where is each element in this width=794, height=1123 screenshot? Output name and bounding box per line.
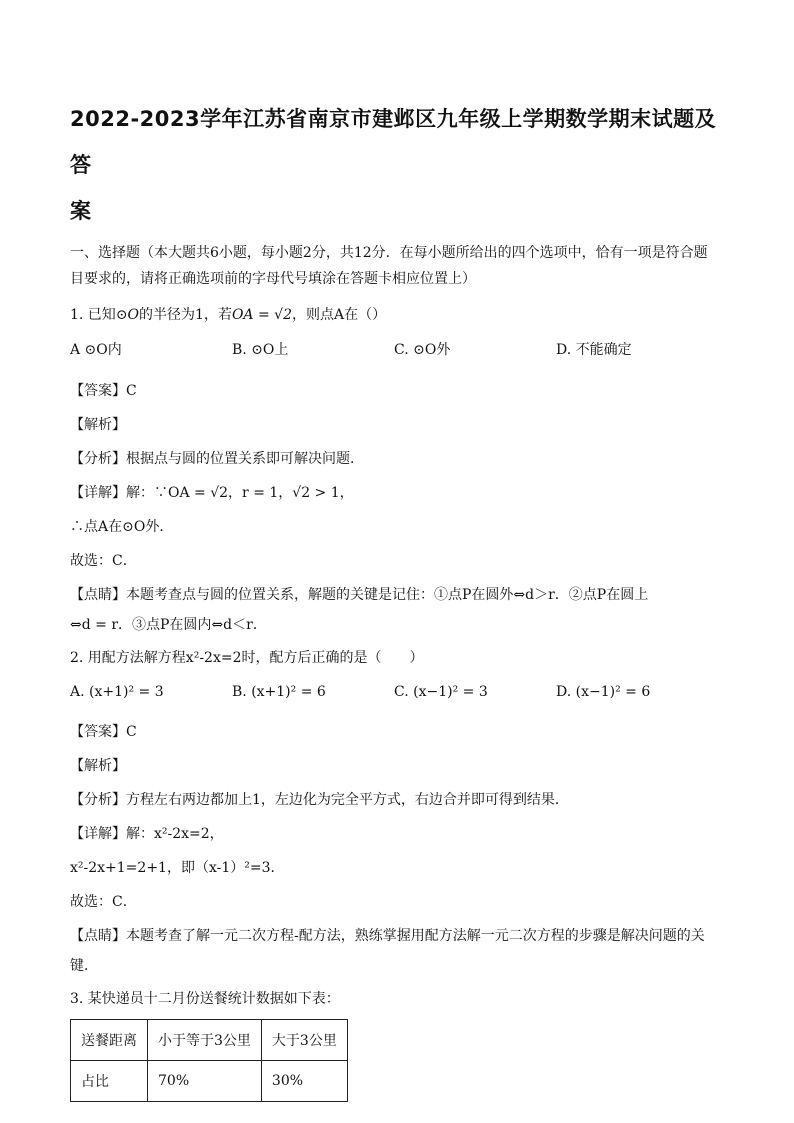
table-header-cell: 送餐距离 — [71, 1020, 148, 1061]
q2-xiangjie-tag: 【详解】 — [70, 826, 126, 842]
table-cell: 占比 — [71, 1061, 148, 1102]
q2-dianjing-text1: 本题考查了解一元二次方程-配方法，熟练掌握用配方法解一元二次方程的步骤是解决问题的关 — [126, 928, 705, 944]
q1-fenxi — [70, 449, 730, 469]
question-2-options — [70, 680, 730, 704]
q2-fenxi — [70, 790, 730, 810]
q1-select: 故选：C． — [70, 553, 137, 569]
q2-option-c[interactable]: C. (x−1)² = 3 — [394, 684, 488, 700]
q2-option-d[interactable]: D. (x−1)² = 6 — [556, 684, 651, 700]
q1-stem-c: 的半径为1，若 — [139, 307, 232, 323]
question-1-stem — [70, 305, 730, 325]
q2-analysis-tag: 【解析】 — [70, 758, 126, 774]
q1-dianjing — [70, 585, 730, 605]
q2-step: x²-2x+1=2+1，即（x-1）²=3． — [70, 860, 285, 876]
q2-select: 故选：C． — [70, 894, 137, 910]
q1-xiangjie-tag: 【详解】 — [70, 485, 126, 501]
q2-fenxi-tag: 【分析】 — [70, 792, 126, 808]
question-3 — [70, 989, 730, 1102]
table-header-cell: 大于3公里 — [261, 1020, 347, 1061]
question-1-options — [70, 337, 730, 361]
q1-option-d[interactable]: D. 不能确定 — [556, 342, 632, 358]
q2-answer — [70, 722, 730, 742]
question-3-stem: 3. 某快递员十二月份送餐统计数据如下表： — [70, 991, 340, 1007]
q1-xiangjie-text: 解：∵OA = √2，r = 1，√2 > 1， — [126, 485, 354, 501]
q1-stem-a: 1. 已知 — [70, 307, 116, 323]
q1-conclusion: ∴点A在⊙O外． — [70, 519, 174, 535]
delivery-table — [70, 1019, 348, 1102]
q1-answer — [70, 381, 730, 401]
q2-dianjing-line2: 键． — [70, 958, 98, 974]
section-heading-line1: 一、选择题（本大题共6小题，每小题2分，共12分．在每小题所给出的四个选项中，恰有一项是符合题 — [70, 245, 708, 261]
document-page — [70, 96, 730, 1102]
q1-option-b[interactable]: B. ⊙O上 — [232, 342, 289, 358]
doc-title — [70, 96, 730, 234]
q1-fenxi-tag: 【分析】 — [70, 451, 126, 467]
q1-circle-symbol: ⊙O — [115, 307, 140, 323]
doc-title-line1: 2022-2023学年江苏省南京市建邺区九年级上学期数学期末试题及答 — [70, 107, 717, 177]
q1-analysis-tag: 【解析】 — [70, 417, 126, 433]
q1-oa-formula: OA = √2 — [231, 307, 292, 323]
question-2-stem: 2. 用配方法解方程x²-2x=2时，配方后正确的是（ ） — [70, 650, 424, 666]
q1-dianjing-tag: 【点睛】 — [70, 587, 126, 603]
table-header-cell: 小于等于3公里 — [148, 1020, 262, 1061]
table-row — [71, 1020, 348, 1061]
q1-option-c[interactable]: C. ⊙O外 — [394, 342, 451, 358]
question-2 — [70, 648, 730, 976]
doc-title-line2: 案 — [70, 199, 92, 223]
q2-answer-value: C — [126, 724, 137, 740]
q2-dianjing-tag: 【点睛】 — [70, 928, 126, 944]
table-cell: 30% — [261, 1061, 347, 1102]
q2-xiangjie-text: 解：x²-2x=2， — [126, 826, 224, 842]
section-heading-line2: 目要求的，请将正确选项前的字母代号填涂在答题卡相应位置上） — [70, 271, 476, 287]
q1-dianjing-line2: ⇔d = r．③点P在圆内⇔d＜r． — [70, 617, 267, 633]
q2-xiangjie — [70, 824, 730, 844]
section-heading — [70, 240, 730, 292]
q1-dianjing-text1: 本题考查点与圆的位置关系，解题的关键是记住：①点P在圆外⇔d＞r．②点P在圆上 — [126, 587, 649, 603]
table-row — [71, 1061, 348, 1102]
q1-xiangjie — [70, 483, 730, 503]
q1-fenxi-text: 根据点与圆的位置关系即可解决问题． — [126, 451, 364, 467]
q2-option-b[interactable]: B. (x+1)² = 6 — [232, 684, 326, 700]
q1-option-a[interactable]: A ⊙O内 — [70, 342, 122, 358]
q1-answer-value: C — [126, 383, 137, 399]
question-1 — [70, 305, 730, 635]
table-cell: 70% — [148, 1061, 262, 1102]
q2-answer-tag: 【答案】 — [70, 724, 126, 740]
q1-stem-e: ，则点A在（） — [292, 307, 387, 323]
q2-dianjing — [70, 926, 730, 946]
q2-fenxi-text: 方程左右两边都加上1，左边化为完全平方式，右边合并即可得到结果． — [126, 792, 569, 808]
q2-option-a[interactable]: A. (x+1)² = 3 — [70, 684, 164, 700]
q1-answer-tag: 【答案】 — [70, 383, 126, 399]
